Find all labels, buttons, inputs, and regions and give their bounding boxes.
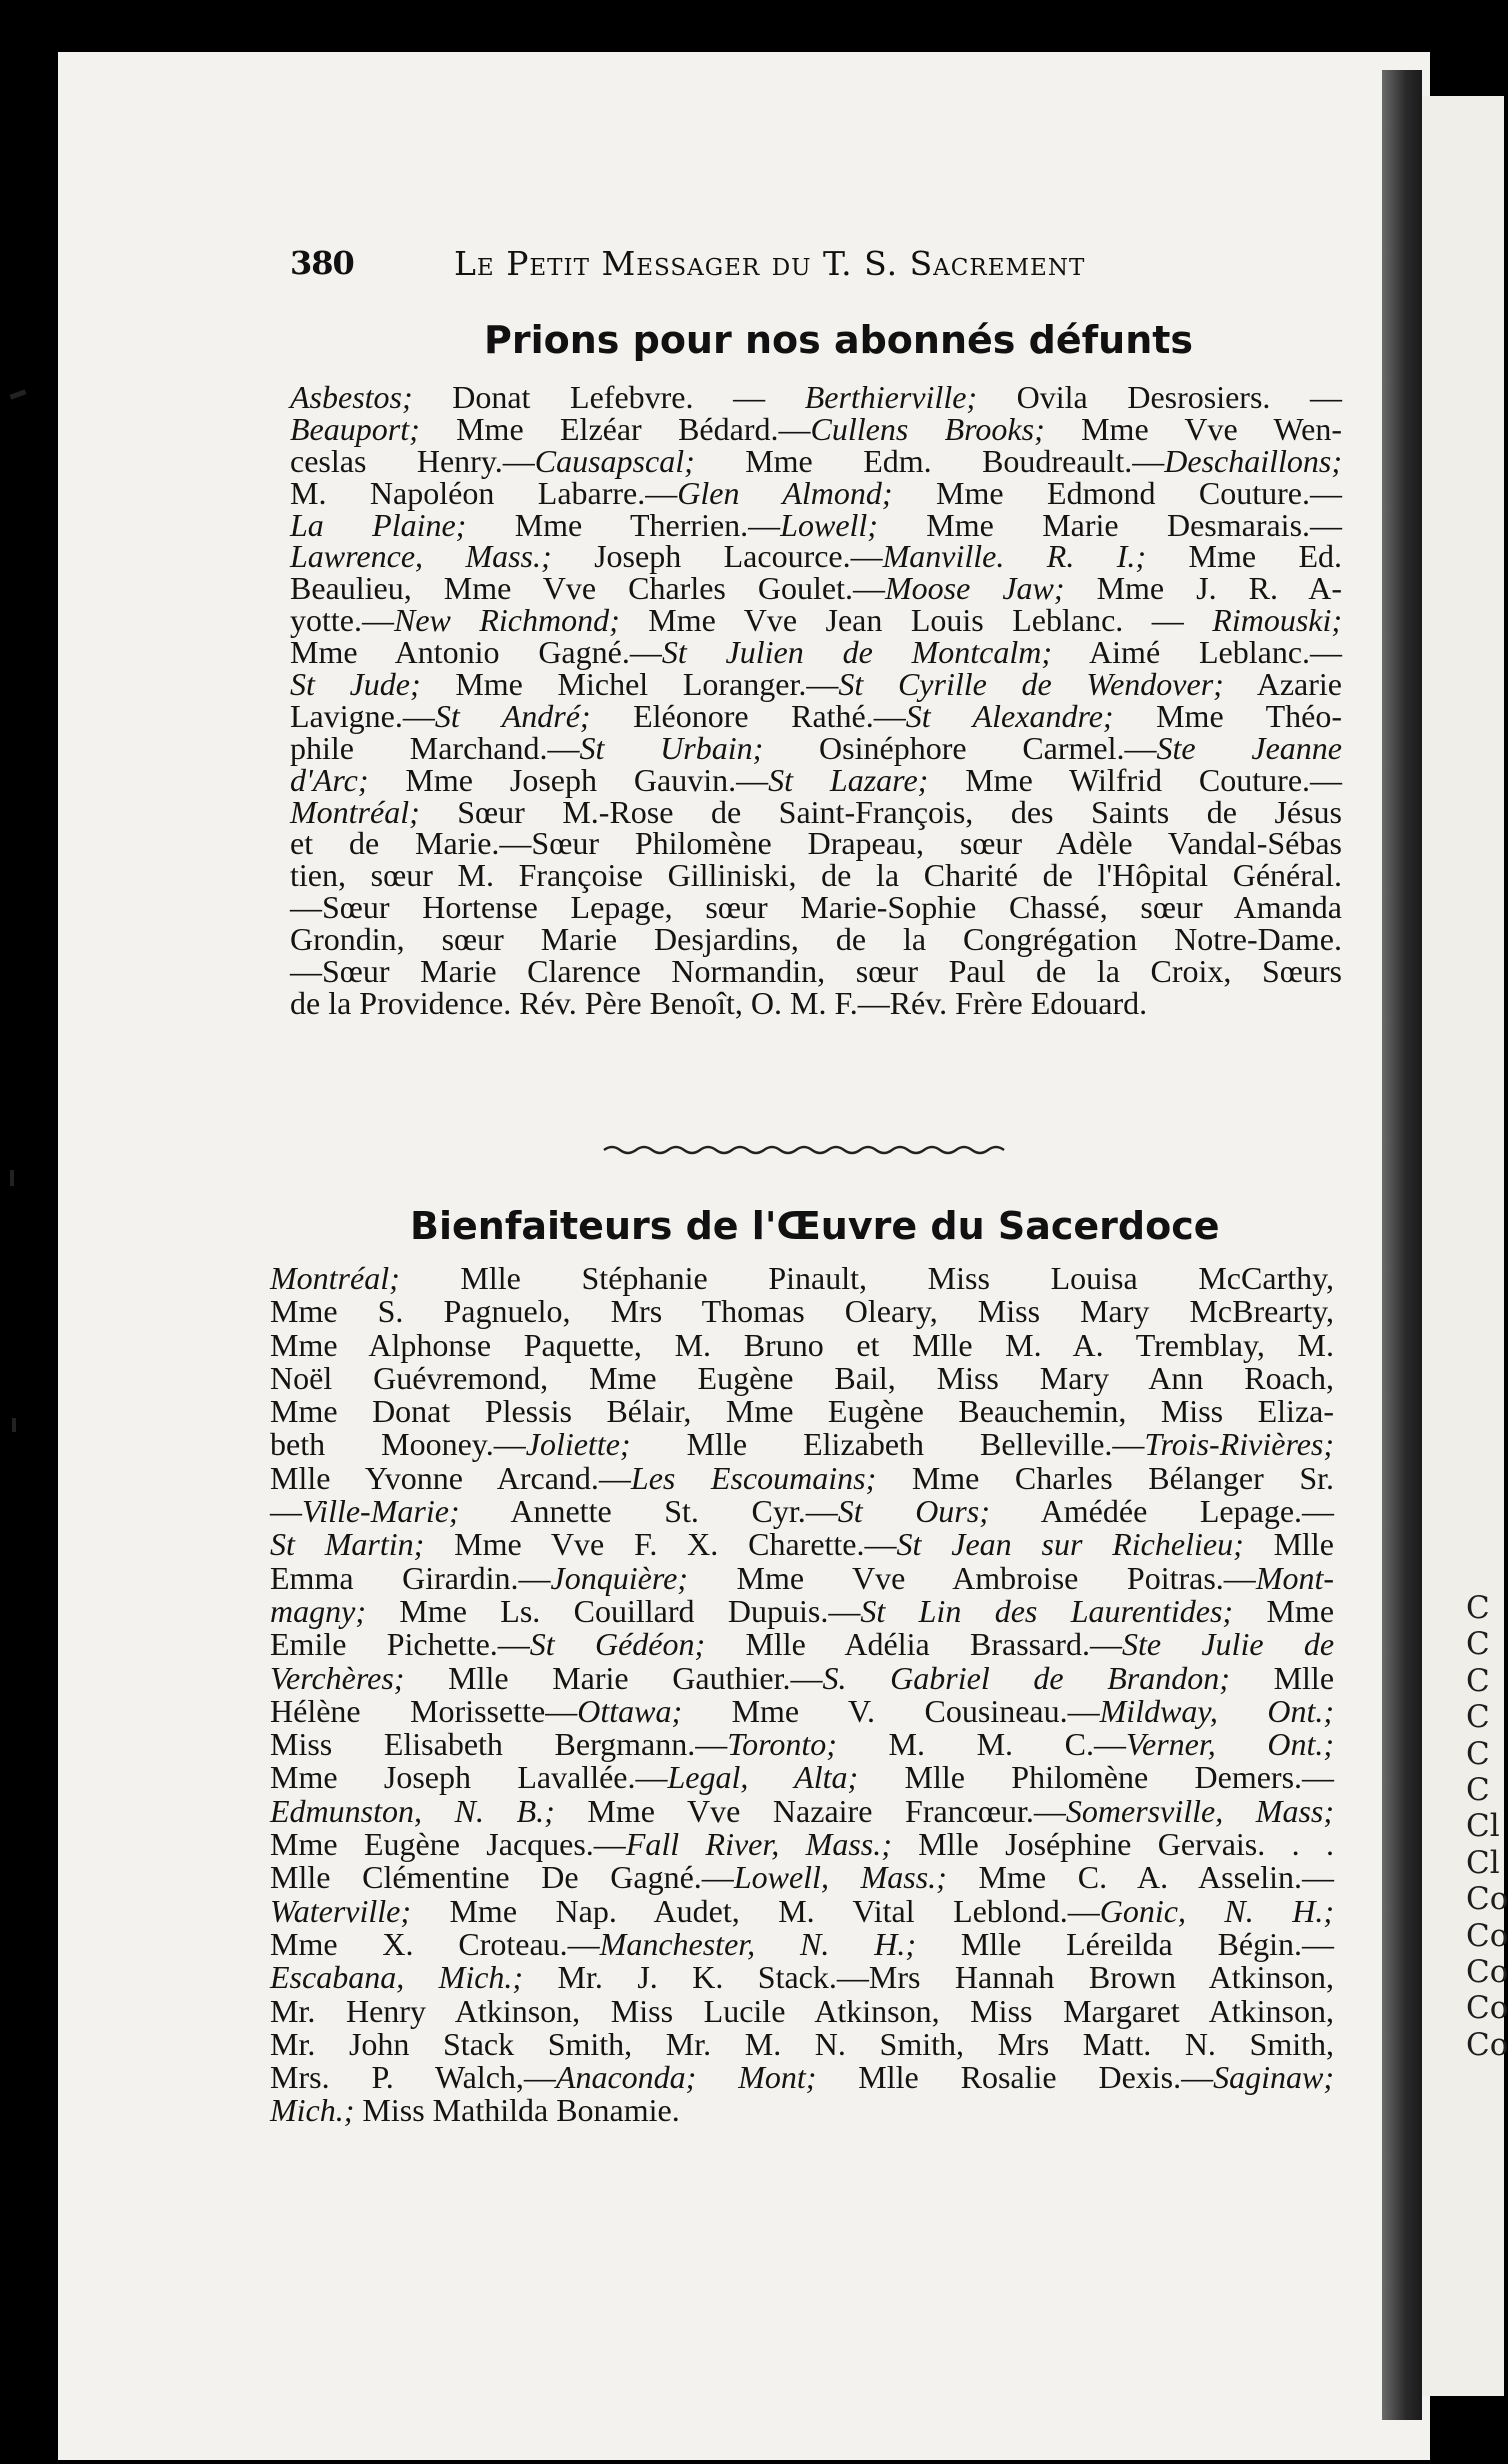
facing-page-fragment: C	[1466, 1699, 1490, 1736]
defunts-line: —Sœur Marie Clarence Normandin, sœur Paul de la Croix, Sœurs	[290, 953, 1342, 990]
defunts-line: Beaulieu, Mme Vve Charles Goulet.—Moose Jaw; Mme J. R. A-	[290, 570, 1342, 607]
bienfaiteurs-line: Mme Joseph Lavallée.—Legal, Alta; Mlle Philomène Demers.—	[270, 1759, 1335, 1796]
bienfaiteurs-line: Edmunston, N. B.; Mme Vve Nazaire Francœur.—Somersville, Mass;	[270, 1792, 1335, 1829]
section-body-bienfaiteurs	[270, 1262, 1334, 2128]
facing-page-fragment: C	[1466, 1662, 1490, 1699]
running-head: Le Petit Messager du T. S. Sacrement	[454, 244, 1086, 283]
page-header	[290, 244, 1350, 288]
bienfaiteurs-line: Emma Girardin.—Jonquière; Mme Vve Ambroise Poitras.—Mont-	[270, 1559, 1335, 1596]
margin-mark	[10, 1170, 14, 1186]
defunts-line: de la Providence. Rév. Père Benoît, O. M. F.—Rév. Frère Edouard.	[290, 984, 1148, 1021]
facing-page-text-fragments	[1466, 1590, 1506, 2063]
facing-page-fragment: C	[1466, 1626, 1490, 1663]
defunts-line: Beauport; Mme Elzéar Bédard.—Cullens Brooks; Mme Vve Wen-	[290, 410, 1343, 447]
facing-page-fragment: Co	[1466, 1917, 1508, 1954]
bienfaiteurs-line: Mr. John Stack Smith, Mr. M. N. Smith, Mrs Matt. N. Smith,	[270, 2025, 1334, 2062]
bienfaiteurs-line: Montréal; Mlle Stéphanie Pinault, Miss Louisa McCarthy,	[270, 1260, 1334, 1296]
margin-mark	[12, 1418, 16, 1432]
defunts-line: —Sœur Hortense Lepage, sœur Marie-Sophie Chassé, sœur Amanda	[290, 889, 1342, 926]
bienfaiteurs-line: —Ville-Marie; Annette St. Cyr.—St Ours; Amédée Lepage.—	[270, 1493, 1335, 1530]
defunts-line: La Plaine; Mme Therrien.—Lowell; Mme Marie Desmarais.—	[290, 506, 1343, 543]
facing-page-fragment: Cl	[1466, 1808, 1500, 1845]
facing-page-fragment: C	[1466, 1590, 1490, 1626]
defunts-line: phile Marchand.—St Urbain; Osinéphore Carmel.—Ste Jeanne	[290, 729, 1343, 766]
bienfaiteurs-line: Mich.; Miss Mathilda Bonamie.	[270, 2092, 680, 2129]
defunts-line: Lavigne.—St André; Eléonore Rathé.—St Alexandre; Mme Théo-	[290, 697, 1342, 734]
bienfaiteurs-line: Mlle Clémentine De Gagné.—Lowell, Mass.; Mme C. A. Asselin.—	[270, 1859, 1335, 1896]
bienfaiteurs-line: Waterville; Mme Nap. Audet, M. Vital Leblond.—Gonic, N. H.;	[270, 1892, 1334, 1929]
section-title-bienfaiteurs: Bienfaiteurs de l'Œuvre du Sacerdoce	[410, 1204, 1220, 1248]
bienfaiteurs-line: Mme Alphonse Paquette, M. Bruno et Mlle M. A. Tremblay, M.	[270, 1326, 1334, 1363]
bienfaiteurs-line: Mrs. P. Walch,—Anaconda; Mont; Mlle Rosalie Dexis.—Saginaw;	[270, 2059, 1334, 2096]
margin-mark	[10, 389, 27, 399]
defunts-line: yotte.—New Richmond; Mme Vve Jean Louis Leblanc. — Rimouski;	[290, 602, 1343, 639]
facing-page-fragment: Cl	[1466, 1844, 1500, 1881]
facing-page-fragment: Co	[1466, 2026, 1508, 2063]
facing-page-fragment: C	[1466, 1735, 1490, 1772]
decorative-divider	[602, 1142, 1006, 1158]
facing-page-fragment: Co	[1466, 1990, 1508, 2027]
bienfaiteurs-line: Mme X. Croteau.—Manchester, N. H.; Mlle Léreilda Bégin.—	[270, 1925, 1335, 1962]
bienfaiteurs-line: St Martin; Mme Vve F. X. Charette.—St Jean sur Richelieu; Mlle	[270, 1526, 1335, 1563]
defunts-line: St Jude; Mme Michel Loranger.—St Cyrille de Wendover; Azarie	[290, 666, 1343, 703]
facing-page-fragment: Co	[1466, 1881, 1508, 1918]
defunts-line: M. Napoléon Labarre.—Glen Almond; Mme Edmond Couture.—	[290, 474, 1343, 511]
section-body-defunts	[290, 379, 1343, 1021]
bienfaiteurs-line: Mme S. Pagnuelo, Mrs Thomas Oleary, Miss Mary McBrearty,	[270, 1293, 1334, 1330]
bienfaiteurs-line: beth Mooney.—Joliette; Mlle Elizabeth Belleville.—Trois-Rivières;	[270, 1426, 1335, 1463]
defunts-line: Mme Antonio Gagné.—St Julien de Montcalm; Aimé Leblanc.—	[290, 634, 1343, 671]
bienfaiteurs-line: Mme Eugène Jacques.—Fall River, Mass.; Mlle Joséphine Gervais. . .	[270, 1826, 1335, 1863]
bienfaiteurs-line: Escabana, Mich.; Mr. J. K. Stack.—Mrs Hannah Brown Atkinson,	[270, 1959, 1334, 1996]
bienfaiteurs-line: Noël Guévremond, Mme Eugène Bail, Miss Mary Ann Roach,	[270, 1359, 1334, 1396]
bienfaiteurs-line: Emile Pichette.—St Gédéon; Mlle Adélia Brassard.—Ste Julie de	[270, 1626, 1335, 1663]
facing-page-fragment: Co	[1466, 1953, 1508, 1990]
book-spine	[1382, 70, 1422, 2420]
page-number: 380	[290, 244, 354, 282]
defunts-line: Montréal; Sœur M.-Rose de Saint-François, des Saints de Jésus	[290, 793, 1342, 830]
bienfaiteurs-line: Mlle Yvonne Arcand.—Les Escoumains; Mme Charles Bélanger Sr.	[270, 1459, 1335, 1496]
defunts-line: Asbestos; Donat Lefebvre. — Berthierville; Ovila Desrosiers. —	[290, 379, 1343, 415]
bienfaiteurs-line: Verchères; Mlle Marie Gauthier.—S. Gabriel de Brandon; Mlle	[270, 1659, 1335, 1696]
bienfaiteurs-line: magny; Mme Ls. Couillard Dupuis.—St Lin des Laurentides; Mme	[270, 1592, 1335, 1629]
defunts-line: ceslas Henry.—Causapscal; Mme Edm. Boudreault.—Deschaillons;	[290, 442, 1343, 479]
bienfaiteurs-line: Miss Elisabeth Bergmann.—Toronto; M. M. C.—Verner, Ont.;	[270, 1726, 1335, 1763]
bienfaiteurs-line: Mr. Henry Atkinson, Miss Lucile Atkinson, Miss Margaret Atkinson,	[270, 1992, 1334, 2029]
defunts-line: Grondin, sœur Marie Desjardins, de la Congrégation Notre-Dame.	[290, 921, 1342, 958]
facing-page-fragment: C	[1466, 1771, 1490, 1808]
defunts-line: d'Arc; Mme Joseph Gauvin.—St Lazare; Mme Wilfrid Couture.—	[290, 761, 1343, 798]
defunts-line: et de Marie.—Sœur Philomène Drapeau, sœur Adèle Vandal-Sébas	[290, 825, 1342, 862]
section-title-defunts: Prions pour nos abonnés défunts	[484, 318, 1194, 362]
defunts-line: tien, sœur M. Françoise Gilliniski, de la Charité de l'Hôpital Général.	[290, 857, 1342, 894]
bienfaiteurs-line: Mme Donat Plessis Bélair, Mme Eugène Beauchemin, Miss Eliza-	[270, 1393, 1334, 1430]
bienfaiteurs-line: Hélène Morissette—Ottawa; Mme V. Cousineau.—Mildway, Ont.;	[270, 1692, 1335, 1729]
defunts-line: Lawrence, Mass.; Joseph Lacource.—Manville. R. I.; Mme Ed.	[290, 538, 1342, 575]
